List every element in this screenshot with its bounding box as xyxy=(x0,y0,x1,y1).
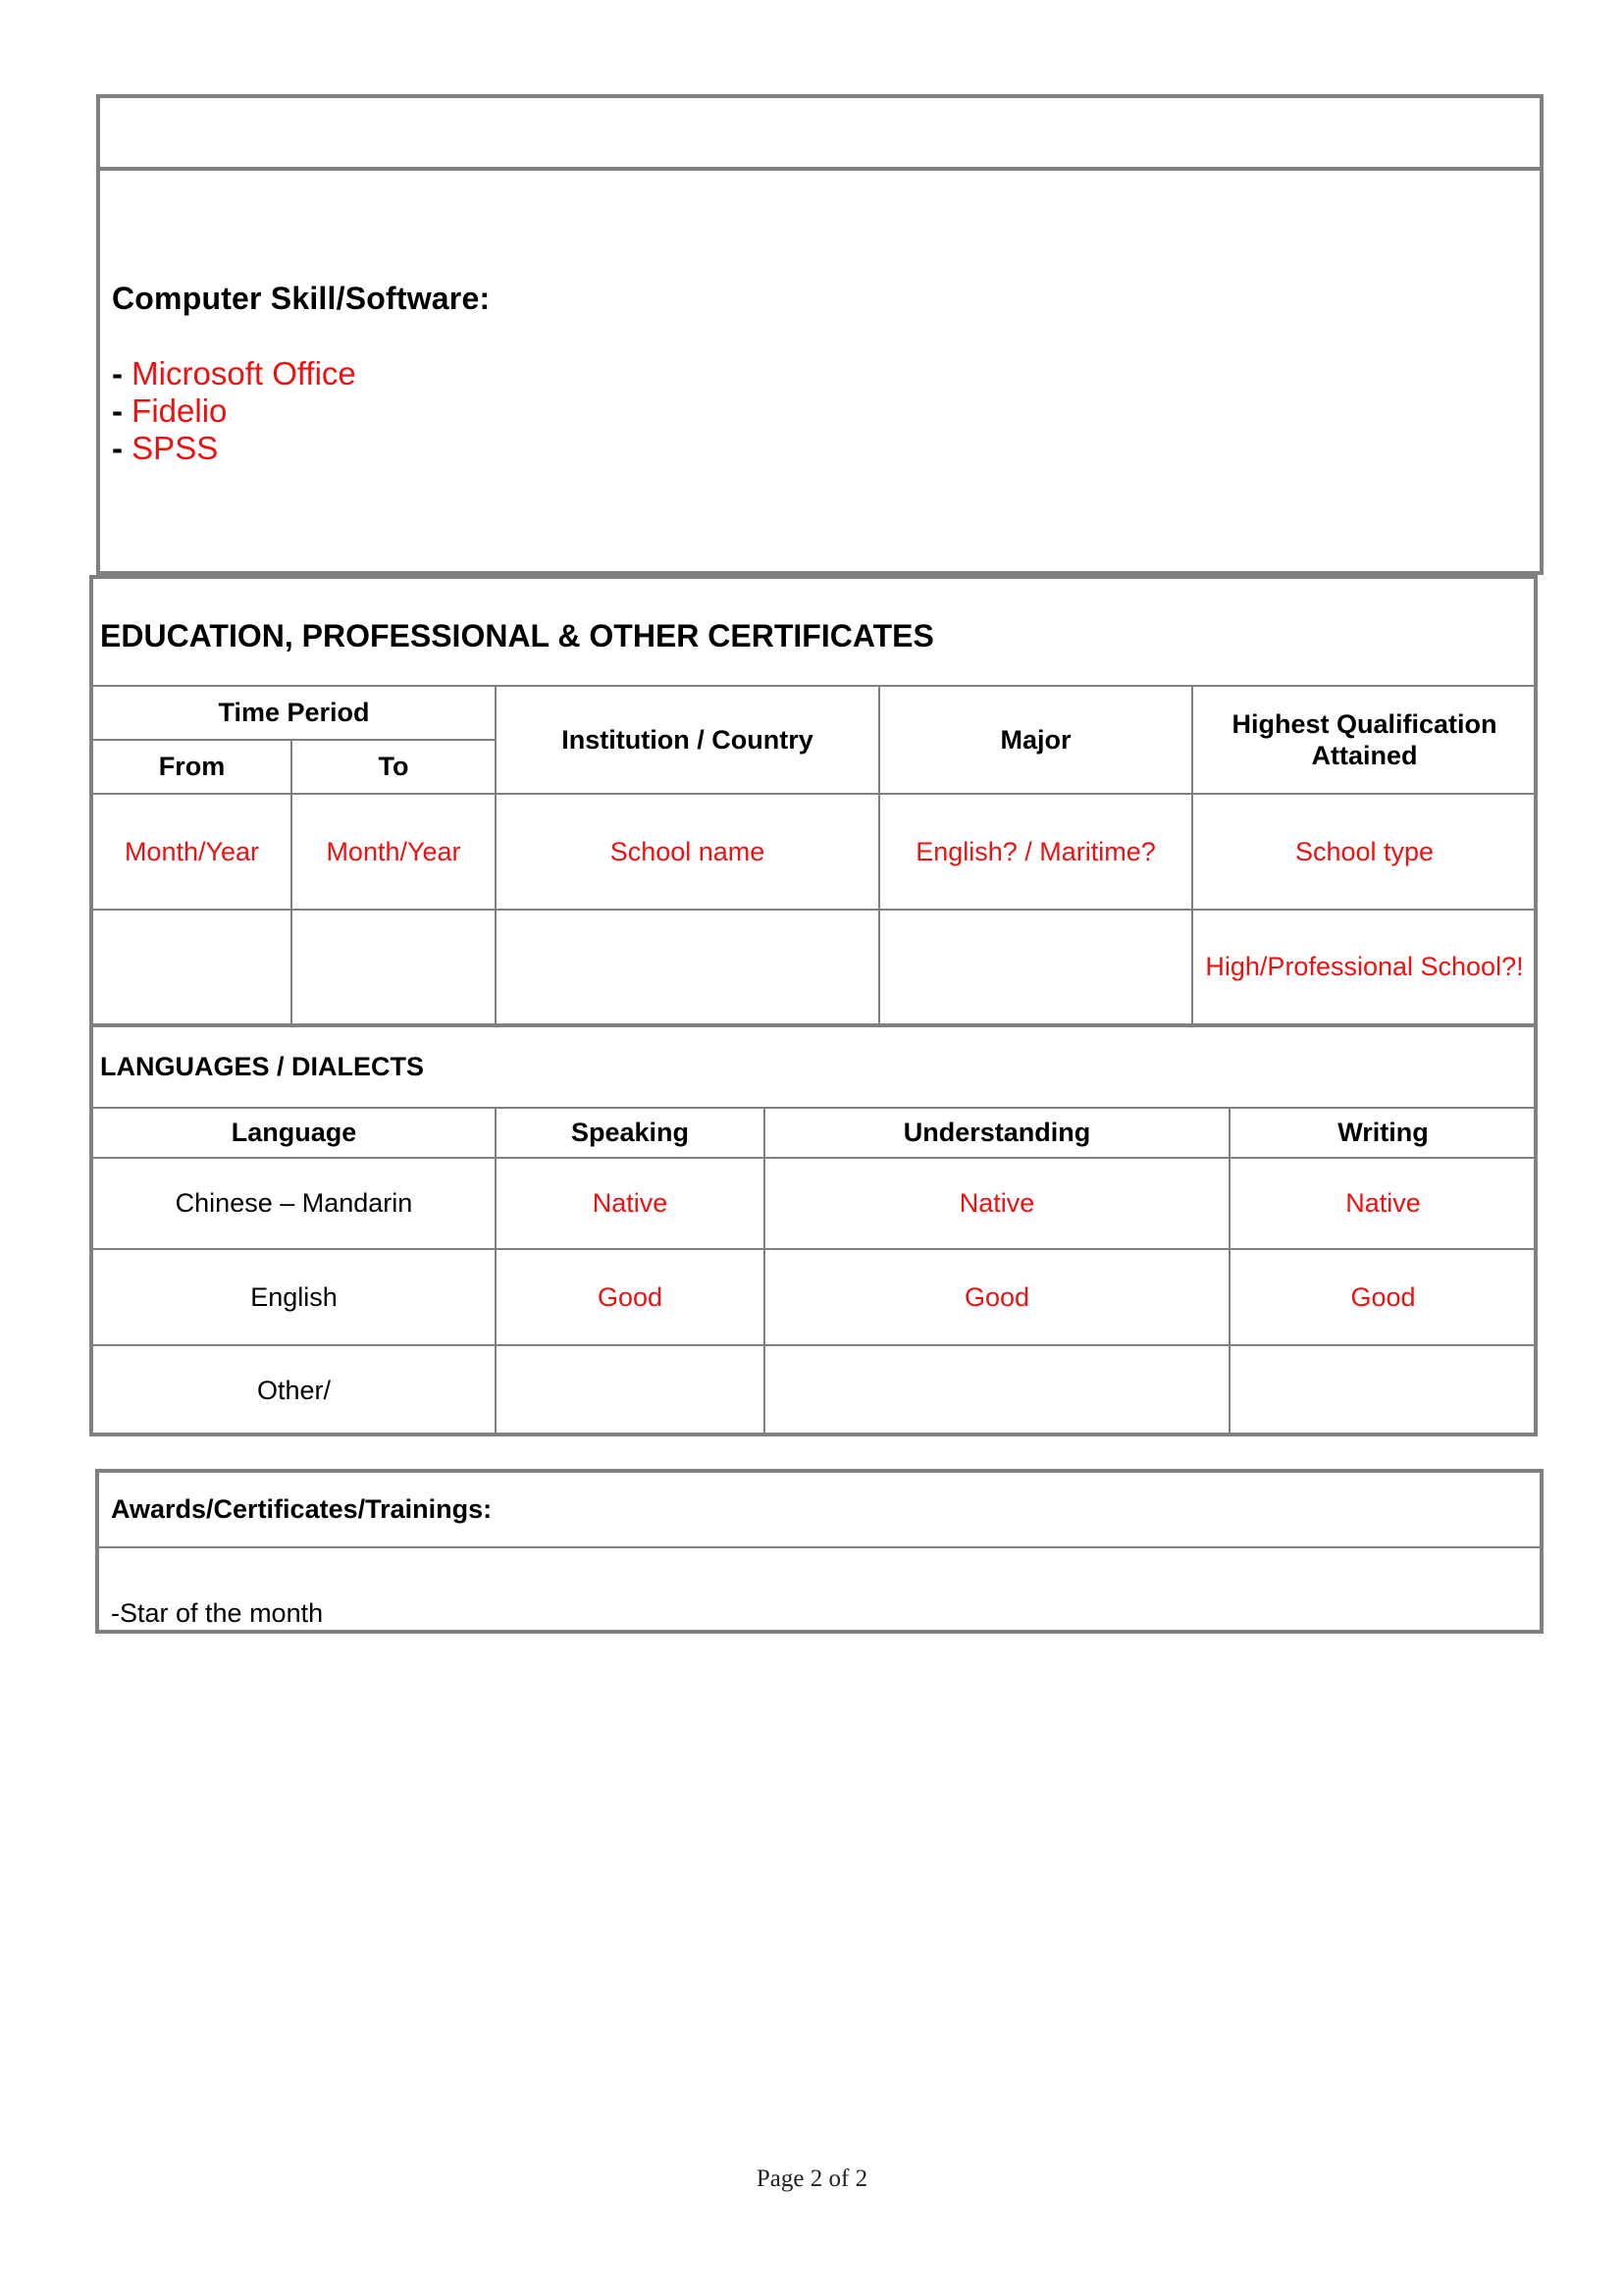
education-title: EDUCATION, PROFESSIONAL & OTHER CERTIFICATES xyxy=(100,618,934,653)
language-understanding: Native xyxy=(764,1158,1230,1249)
language-writing: Good xyxy=(1230,1249,1537,1345)
education-major xyxy=(879,910,1192,1025)
education-institution: School name xyxy=(496,794,879,910)
table-row xyxy=(92,1158,1537,1249)
language-understanding: Good xyxy=(764,1249,1230,1345)
skill-item xyxy=(112,430,356,467)
header-time-period: Time Period xyxy=(92,686,496,740)
language-writing xyxy=(1230,1345,1537,1435)
language-speaking xyxy=(496,1345,764,1435)
languages-title: LANGUAGES / DIALECTS xyxy=(100,1052,425,1081)
education-qualification: High/Professional School?! xyxy=(1192,910,1537,1025)
education-from xyxy=(92,910,291,1025)
list-dash: - xyxy=(112,355,123,391)
language-writing: Native xyxy=(1230,1158,1537,1249)
education-qualification: School type xyxy=(1192,794,1537,910)
header-language: Language xyxy=(92,1108,496,1158)
empty-header-row xyxy=(100,98,1540,171)
header-major: Major xyxy=(879,686,1192,794)
computer-skills-list xyxy=(112,355,356,467)
language-name: Chinese – Mandarin xyxy=(92,1158,496,1249)
language-understanding xyxy=(764,1345,1230,1435)
awards-item: -Star of the month xyxy=(111,1598,324,1628)
education-table xyxy=(91,685,1538,1027)
header-understanding: Understanding xyxy=(764,1108,1230,1158)
language-speaking: Native xyxy=(496,1158,764,1249)
header-from: From xyxy=(92,740,291,794)
list-dash: - xyxy=(112,430,123,466)
table-row xyxy=(92,910,1537,1025)
skill-value: Fidelio xyxy=(131,392,228,429)
table-row xyxy=(92,1249,1537,1345)
awards-section xyxy=(95,1469,1544,1634)
list-dash: - xyxy=(112,392,123,429)
language-name: Other/ xyxy=(92,1345,496,1435)
skill-item xyxy=(112,355,356,392)
table-row xyxy=(92,1345,1537,1435)
skill-value: SPSS xyxy=(131,430,219,466)
page-number: Page 2 of 2 xyxy=(756,2165,868,2192)
education-major: English? / Maritime? xyxy=(879,794,1192,910)
awards-header-row xyxy=(99,1473,1540,1548)
header-writing: Writing xyxy=(1230,1108,1537,1158)
languages-table xyxy=(91,1107,1538,1436)
skill-value: Microsoft Office xyxy=(131,355,356,391)
education-institution xyxy=(496,910,879,1025)
awards-title: Awards/Certificates/Trainings: xyxy=(111,1494,493,1524)
header-institution: Institution / Country xyxy=(496,686,879,794)
computer-skills-title: Computer Skill/Software: xyxy=(112,281,491,316)
education-from: Month/Year xyxy=(92,794,291,910)
header-speaking: Speaking xyxy=(496,1108,764,1158)
language-name: English xyxy=(92,1249,496,1345)
header-to: To xyxy=(291,740,496,794)
computer-skills-section xyxy=(96,94,1544,575)
table-row xyxy=(92,794,1537,910)
education-to: Month/Year xyxy=(291,794,496,910)
header-qualification: Highest Qualification Attained xyxy=(1192,686,1537,794)
education-languages-section xyxy=(89,575,1538,1436)
education-to xyxy=(291,910,496,1025)
skill-item xyxy=(112,392,356,430)
language-speaking: Good xyxy=(496,1249,764,1345)
